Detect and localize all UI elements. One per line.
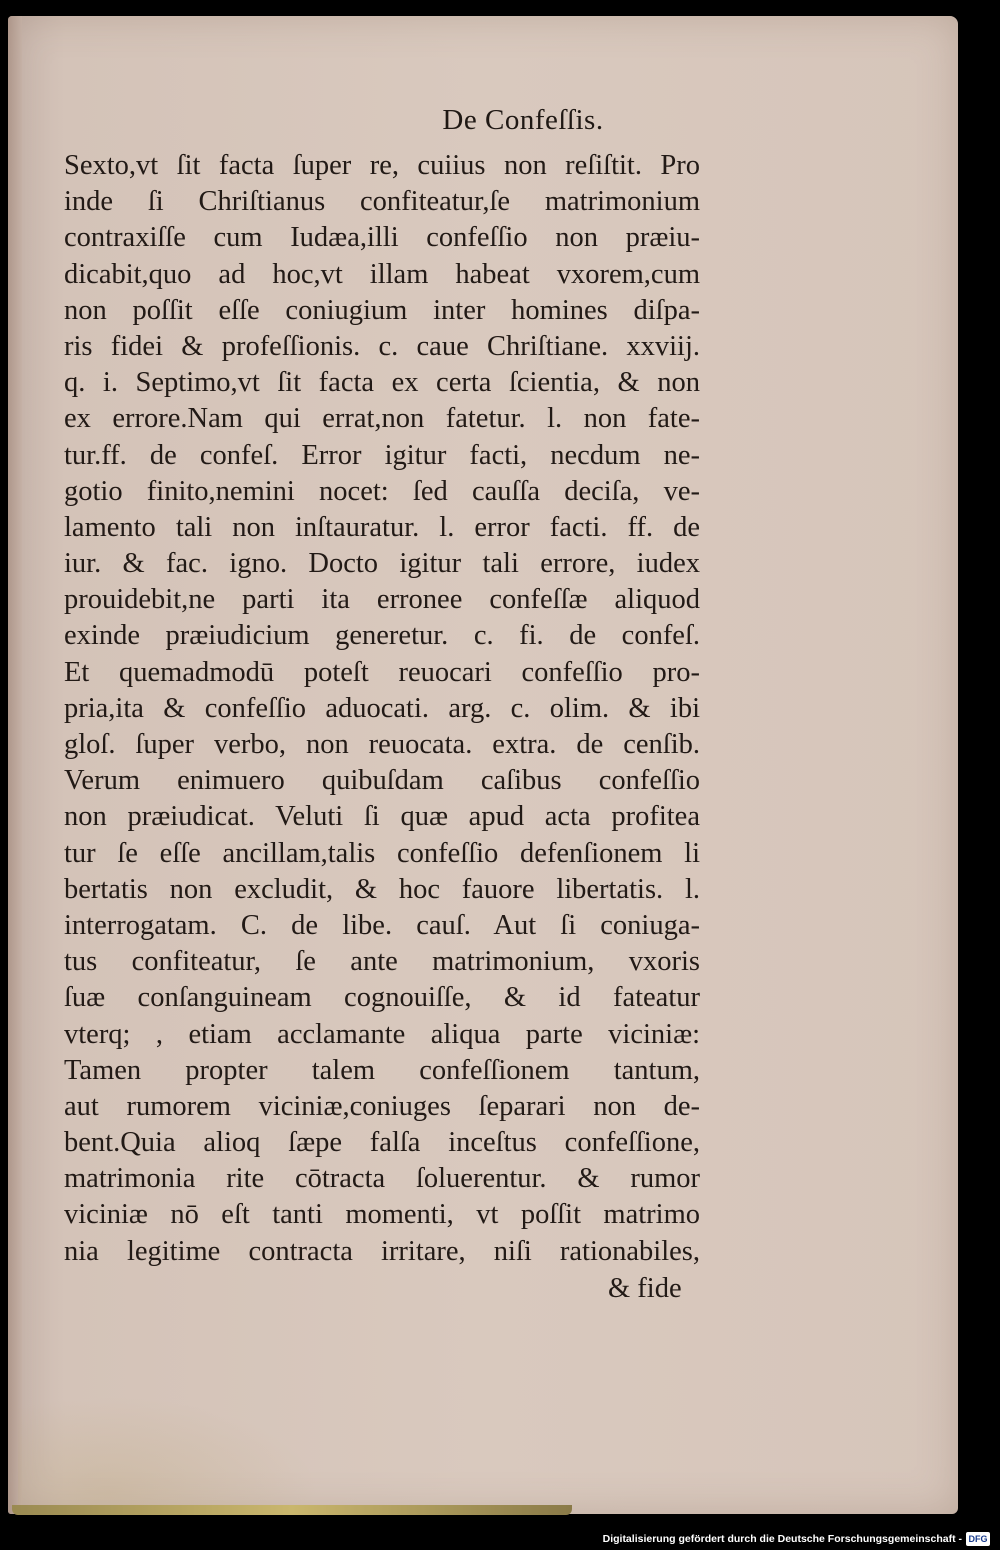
text-line: lamento tali non inſtauratur. l. error facti. ff. de [64, 511, 700, 543]
page-gutter-edge [8, 16, 22, 1514]
running-head: De Confeſſis. [442, 104, 604, 136]
page-bottom-edge [12, 1505, 572, 1515]
text-line: Tamen propter talem confeſſionem tantum, [64, 1054, 700, 1086]
text-line: inde ſi Chriſtianus confiteatur,ſe matrimonium [64, 186, 700, 218]
text-line: bertatis non excludit, & hoc fauore libertatis. l. [64, 873, 700, 905]
page-stain [18, 1396, 318, 1514]
text-line: nia legitime contracta irritare, niſi rationabiles, [64, 1235, 700, 1267]
text-line: Verum enimuero quibuſdam caſibus confeſſio [64, 765, 700, 797]
text-line: aut rumorem viciniæ,coniuges ſeparari non de- [64, 1090, 700, 1122]
text-line: ex errore.Nam qui errat,non fatetur. l. non fate- [64, 403, 700, 435]
text-line: interrogatam. C. de libe. cauſ. Aut ſi coniuga- [64, 909, 700, 941]
text-line: prouidebit,ne parti ita erronee confeſſæ aliquod [64, 584, 700, 616]
text-line: tur ſe eſſe ancillam,talis confeſſio defenſionem li [64, 837, 700, 869]
text-line: gotio finito,nemini nocet: ſed cauſſa deciſa, ve- [64, 475, 700, 507]
footer-credit: Digitalisierung gefördert durch die Deutsche Forschungsgemeinschaft - [602, 1533, 962, 1545]
body-text [64, 148, 700, 1270]
text-line: viciniæ nō eſt tanti momenti, vt poſſit matrimo [64, 1199, 700, 1231]
text-line: ris fidei & profeſſionis. c. caue Chriſtiane. xxviij. [64, 330, 700, 362]
text-line: q. i. Septimo,vt ſit facta ex certa ſcientia, & non [64, 367, 700, 399]
text-line: vterq; , etiam acclamante aliqua parte viciniæ: [64, 1018, 700, 1050]
text-line: matrimonia rite cōtracta ſoluerentur. & rumor [64, 1163, 700, 1195]
book-page [8, 16, 958, 1514]
text-line: bent.Quia alioq ſæpe falſa inceſtus confeſſione, [64, 1127, 700, 1159]
text-line: tur.ff. de confeſ. Error igitur facti, necdum ne- [64, 439, 700, 471]
text-line: non poſſit eſſe coniugium inter homines diſpa- [64, 294, 700, 326]
text-line: gloſ. ſuper verbo, non reuocata. extra. de cenſib. [64, 729, 700, 760]
text-line: Et quemadmodū poteſt reuocari confeſſio pro- [64, 656, 700, 688]
text-line: contraxiſſe cum Iudæa,illi confeſſio non præiu- [64, 222, 700, 254]
text-line: dicabit,quo ad hoc,vt illam habeat vxorem,cum [64, 258, 700, 290]
dfg-logo-icon: DFG [966, 1532, 990, 1546]
text-line: tus confiteatur, ſe ante matrimonium, vxoris [64, 946, 700, 978]
text-line: non præiudicat. Veluti ſi quæ apud acta profitea [64, 801, 700, 833]
text-line: ſuæ conſanguineam cognouiſſe, & id fateatur [64, 982, 700, 1014]
text-line: iur. & fac. igno. Docto igitur tali errore, iudex [64, 548, 700, 580]
text-line: exinde præiudicium generetur. c. fi. de confeſ. [64, 620, 700, 652]
text-line: pria,ita & confeſſio aduocati. arg. c. olim. & ibi [64, 692, 700, 724]
catchword: & fide [608, 1273, 682, 1304]
text-line: Sexto,vt ſit facta ſuper re, cuiius non reſiſtit. Pro [64, 150, 700, 181]
